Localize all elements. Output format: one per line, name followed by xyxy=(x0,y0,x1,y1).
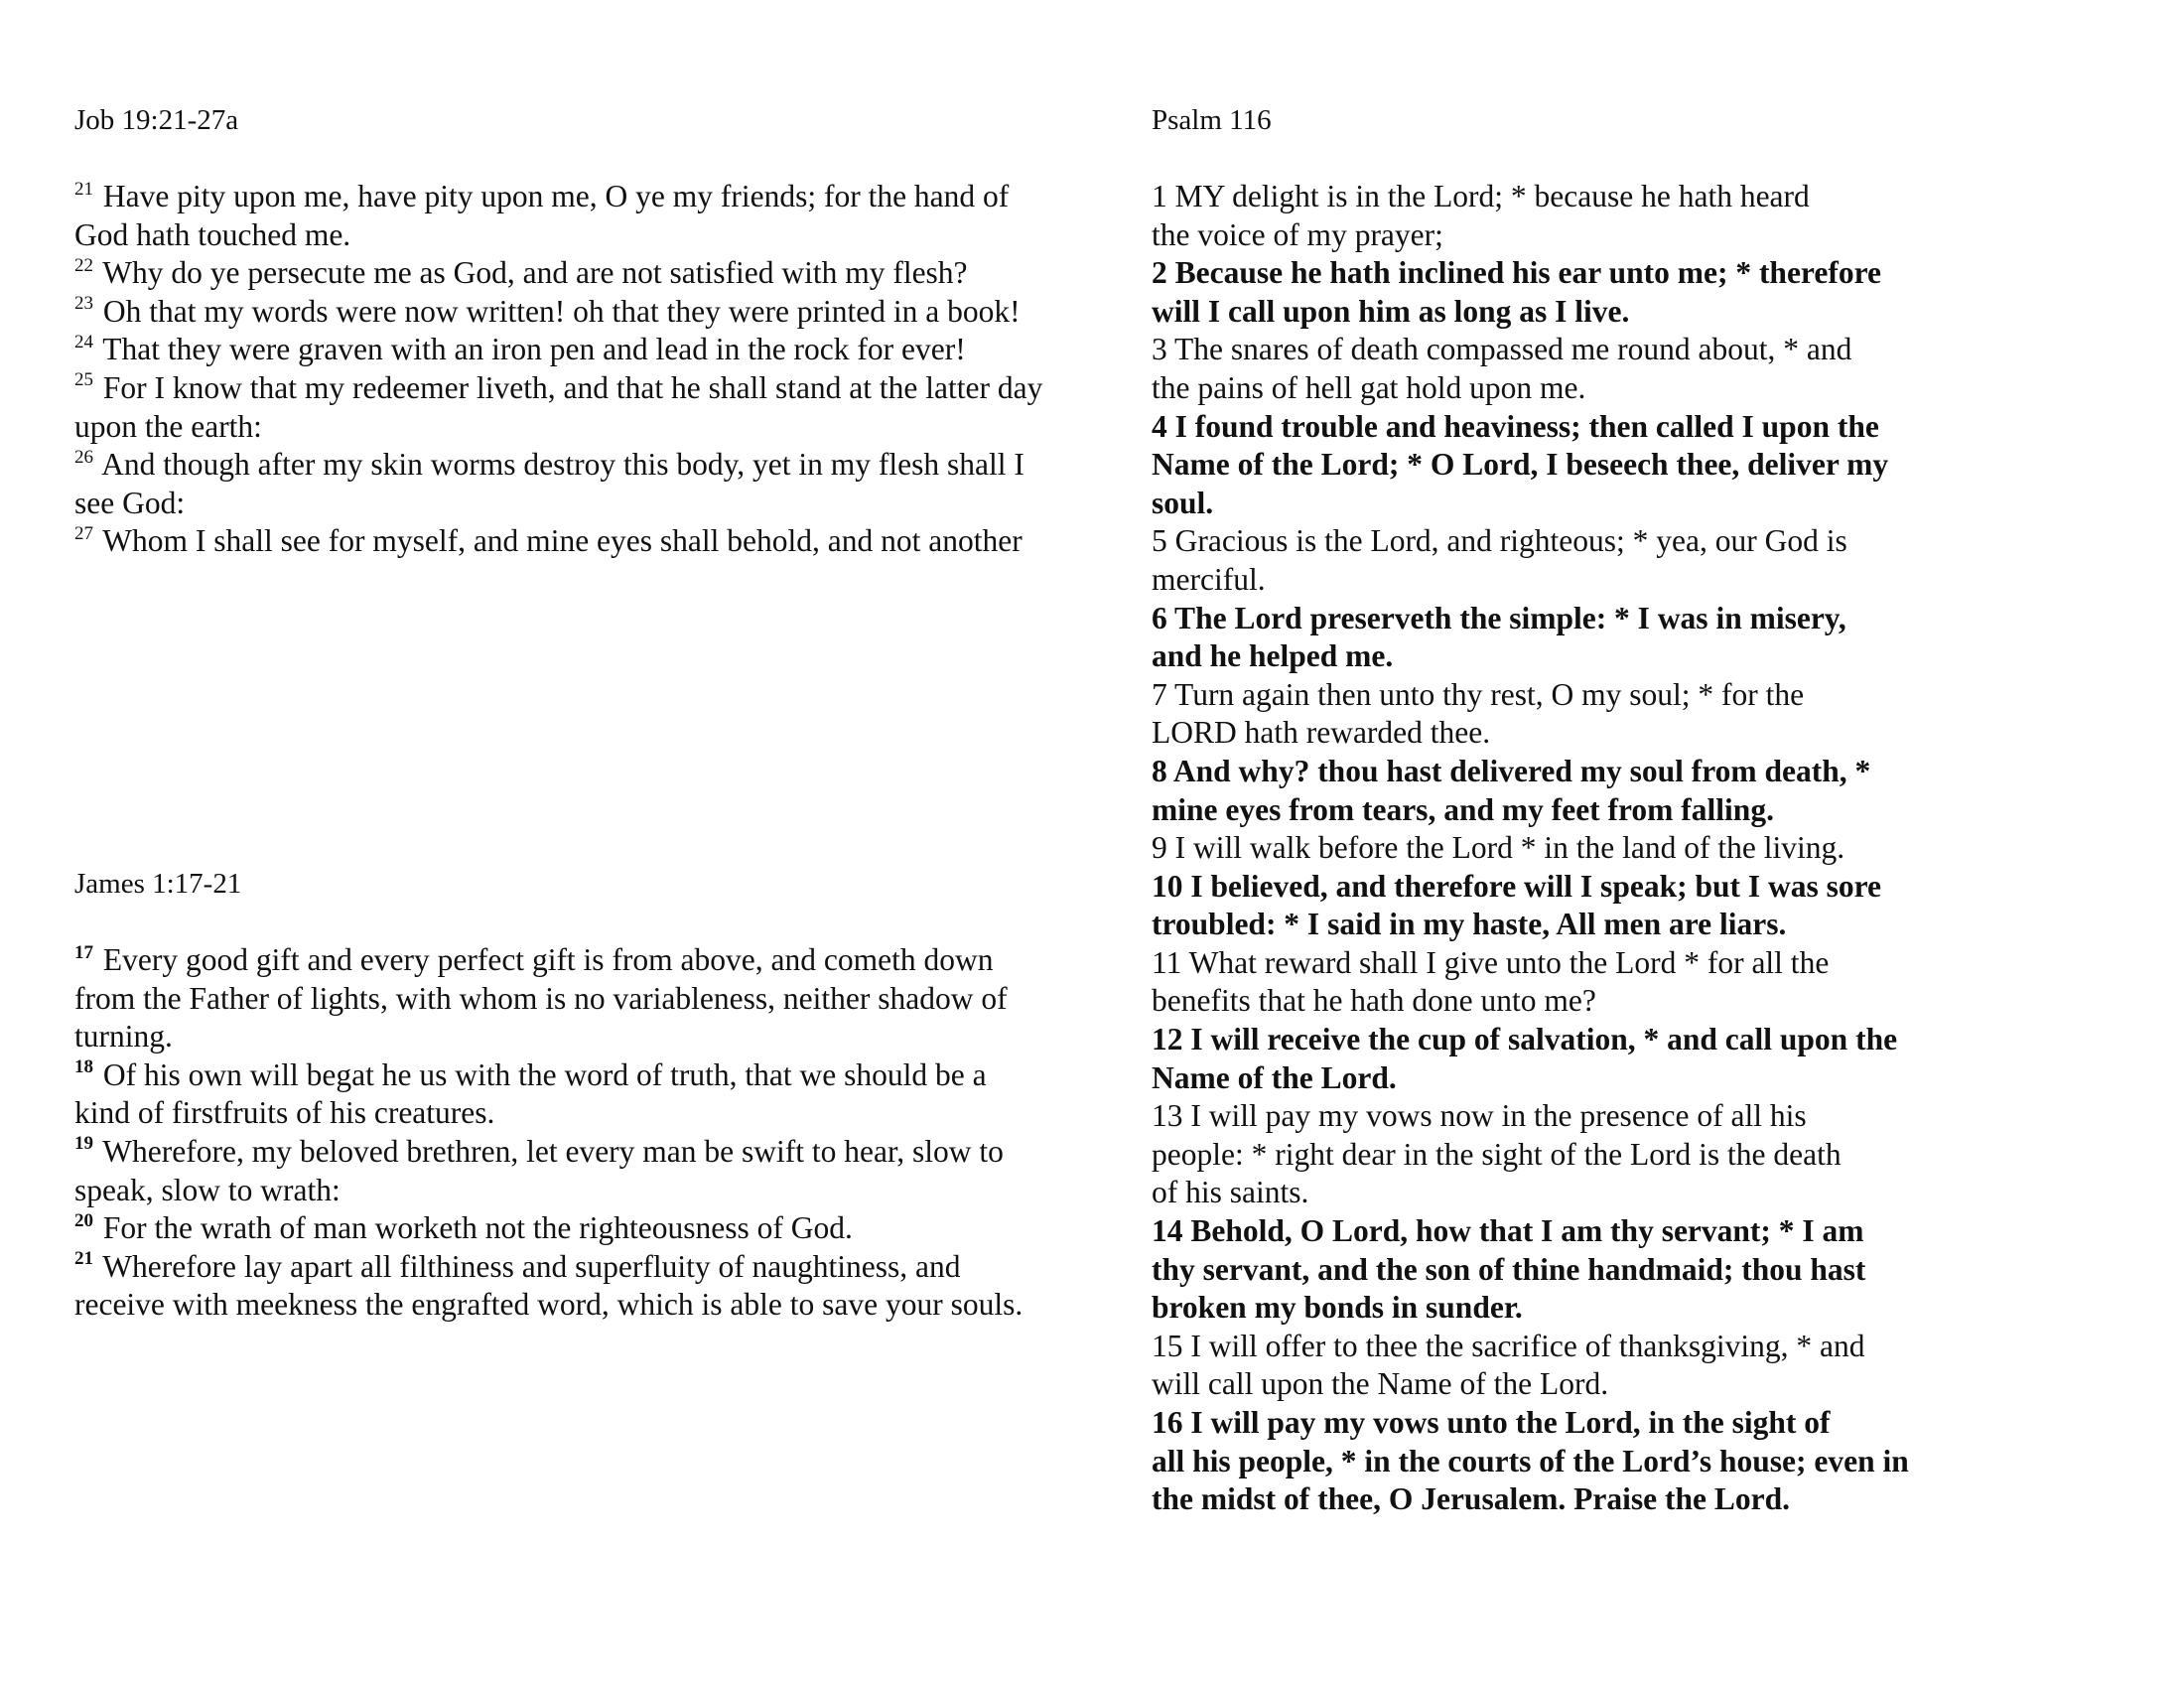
job-verse xyxy=(74,446,1047,522)
verse-number: 17 xyxy=(74,941,93,963)
verse-text: Wherefore, my beloved brethren, let every man be swift to hear, slow to speak, slow to wrath: xyxy=(74,1133,1004,1207)
psalm-verse: 10 I believed, and therefore will I speak; but I was sore troubled: * I said in my haste, All men are liars. xyxy=(1152,868,1882,942)
psalm-verse: 7 Turn again then unto thy rest, O my soul; * for the LORD hath rewarded thee. xyxy=(1152,676,1805,751)
james-verse xyxy=(74,1248,1047,1325)
job-verse xyxy=(74,331,1047,369)
james-verse xyxy=(74,1133,1047,1209)
psalm-verse: 9 I will walk before the Lord * in the land of the living. xyxy=(1152,830,1845,866)
psalm-verse: 1 MY delight is in the Lord; * because he hath heard the voice of my prayer; xyxy=(1152,179,1810,252)
james-reading-title: James 1:17-21 xyxy=(74,868,242,900)
verse-number: 22 xyxy=(74,254,93,276)
verse-text: For I know that my redeemer liveth, and that he shall stand at the latter day upon the earth: xyxy=(74,369,1043,444)
verse-text: Wherefore lay apart all filthiness and superfluity of naughtiness, and receive with meekness the engrafted word, which is able to save your souls. xyxy=(74,1248,1024,1323)
verse-text: That they were graven with an iron pen and lead in the rock for ever! xyxy=(95,332,966,367)
job-verse xyxy=(74,369,1047,446)
verse-text: For the wrath of man worketh not the righteousness of God. xyxy=(95,1210,853,1246)
psalm-verse: 13 I will pay my vows now in the presence of all his people: * right dear in the sight of the Lord is the death of his saints. xyxy=(1152,1098,1842,1210)
verse-number: 21 xyxy=(74,1248,93,1270)
verse-number: 26 xyxy=(74,446,93,468)
job-verse xyxy=(74,254,1047,293)
verse-number: 24 xyxy=(74,331,93,352)
psalm-verse: 5 Gracious is the Lord, and righteous; * yea, our God is merciful. xyxy=(1152,523,1847,597)
verse-text: Why do ye persecute me as God, and are not satisfied with my flesh? xyxy=(95,255,968,291)
job-reading-title: Job 19:21-27a xyxy=(74,104,239,136)
verse-text: Have pity upon me, have pity upon me, O ye my friends; for the hand of God hath touched me. xyxy=(74,179,1010,252)
psalm-reading xyxy=(1152,101,1976,1519)
verse-number: 21 xyxy=(74,178,93,200)
job-verse xyxy=(74,293,1047,332)
verse-text: Whom I shall see for myself, and mine eyes shall behold, and not another xyxy=(95,523,1023,559)
psalm-verse: 6 The Lord preserveth the simple: * I was in misery, and he helped me. xyxy=(1152,600,1846,674)
psalm-verse: 11 What reward shall I give unto the Lord * for all the benefits that he hath done unto me? xyxy=(1152,944,1830,1019)
verse-text: And though after my skin worms destroy this body, yet in my flesh shall I see God: xyxy=(74,447,1024,520)
james-verse xyxy=(74,1209,1047,1248)
psalm-verse: 16 I will pay my vows unto the Lord, in the sight of all his people, * in the courts of the Lord’s house; even in the midst of thee, O Jerusalem. Praise the Lord. xyxy=(1152,1405,1909,1517)
verse-text: Of his own will begat he us with the word of truth, that we should be a kind of firstfruits of his creatures. xyxy=(74,1056,987,1131)
verse-number: 25 xyxy=(74,369,93,391)
james-reading xyxy=(74,865,1047,1325)
psalm-verse: 4 I found trouble and heaviness; then called I upon the Name of the Lord; * O Lord, I beseech thee, deliver my soul. xyxy=(1152,408,1889,520)
verse-text: Oh that my words were now written! oh that they were printed in a book! xyxy=(95,293,1021,329)
psalm-verse: 2 Because he hath inclined his ear unto me; * therefore will I call upon him as long as I live. xyxy=(1152,255,1881,329)
verse-number: 27 xyxy=(74,522,93,544)
verse-number: 20 xyxy=(74,1209,93,1231)
psalm-verse: 3 The snares of death compassed me round about, * and the pains of hell gat hold upon me. xyxy=(1152,332,1852,405)
job-reading xyxy=(74,101,1047,561)
psalm-verse: 15 I will offer to thee the sacrifice of thanksgiving, * and will call upon the Name of the Lord. xyxy=(1152,1328,1865,1402)
verse-number: 19 xyxy=(74,1133,93,1155)
psalm-verse: 14 Behold, O Lord, how that I am thy servant; * I am thy servant, and the son of thine handmaid; thou hast broken my bonds in sunder. xyxy=(1152,1213,1866,1326)
verse-text: Every good gift and every perfect gift is from above, and cometh down from the Father of lights, with whom is no variableness, neither shadow of turning. xyxy=(74,942,1008,1055)
job-verse xyxy=(74,178,1047,254)
james-verse xyxy=(74,1056,1047,1133)
psalm-verse: 12 I will receive the cup of salvation, * and call upon the Name of the Lord. xyxy=(1152,1022,1898,1095)
psalm-reading-title: Psalm 116 xyxy=(1152,104,1272,136)
job-verse xyxy=(74,522,1047,561)
verse-number: 18 xyxy=(74,1056,93,1078)
james-verse xyxy=(74,941,1047,1056)
psalm-verse: 8 And why? thou hast delivered my soul from death, * mine eyes from tears, and my feet from falling. xyxy=(1152,753,1871,827)
verse-number: 23 xyxy=(74,293,93,315)
